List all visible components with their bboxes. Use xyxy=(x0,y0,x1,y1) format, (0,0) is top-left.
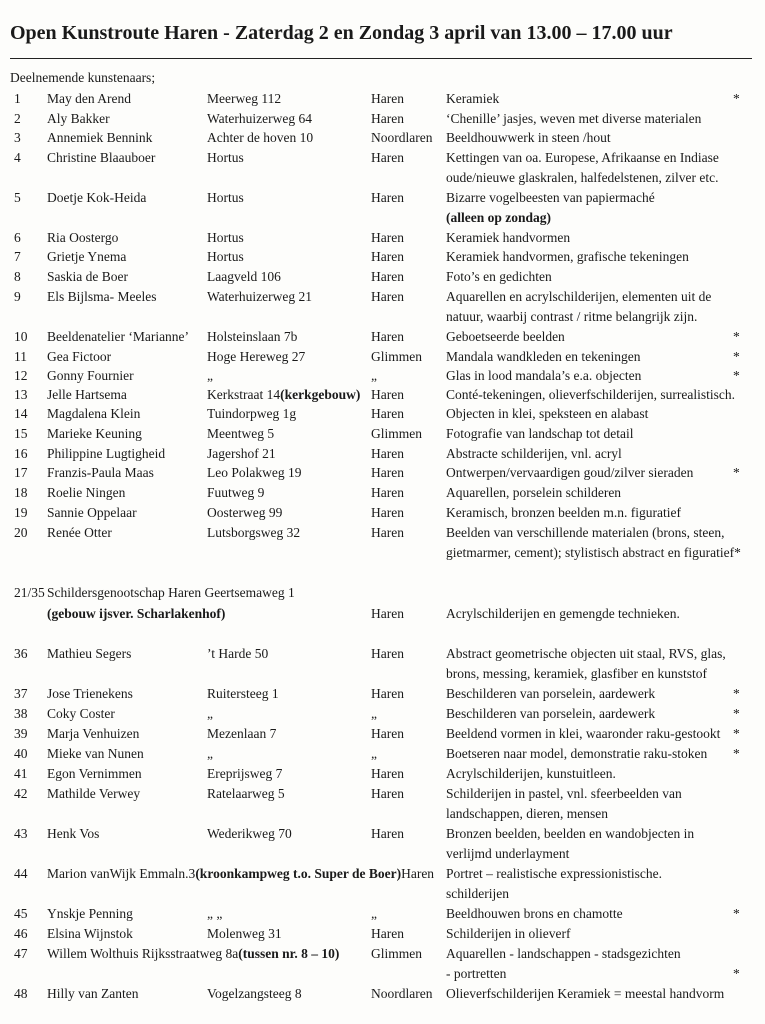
artist-desc-cell: Beeldhouwwerk in steen /hout xyxy=(446,130,611,145)
artist-num-cell: 17 xyxy=(14,465,28,480)
artist-desc-cell: Mandala wandkleden en tekeningen xyxy=(446,349,641,364)
artist-name-cell: (kroonkampweg t.o. Super de Boer) xyxy=(195,866,402,881)
artist-num-cell: 43 xyxy=(14,826,28,841)
artist-name-cell: Renée Otter xyxy=(47,525,112,540)
artist-addr-cell: Ruitersteeg 1 xyxy=(207,686,279,701)
artist-place-cell: Haren xyxy=(371,387,404,402)
artist-desc-cell: Olieverfschilderijen Keramiek = meestal handvorm xyxy=(446,986,725,1001)
artist-addr-cell: Vogelzangsteeg 8 xyxy=(207,986,302,1001)
artist-place-cell: Glimmen xyxy=(371,349,422,364)
artist-num-cell: 40 xyxy=(14,746,28,761)
artist-name-cell: Marion vanWijk Emmaln.3 xyxy=(47,866,196,881)
artist-desc-cell: Aquarellen en acrylschilderijen, elementen uit de xyxy=(446,289,712,304)
artist-name-cell: Annemiek Bennink xyxy=(47,130,153,145)
artist-place-cell: Haren xyxy=(371,111,404,126)
artist-place-cell: Haren xyxy=(371,786,404,801)
artist-desc-cell: schilderijen xyxy=(446,886,509,901)
artist-num-cell: 9 xyxy=(14,289,21,304)
artist-name-cell: Marja Venhuizen xyxy=(47,726,140,741)
artist-name-cell: Marieke Keuning xyxy=(47,426,142,441)
artist-star-cell: * xyxy=(733,686,740,701)
artist-addr-cell: Ereprijsweg 7 xyxy=(207,766,283,781)
artist-desc-cell: - portretten xyxy=(446,966,507,981)
artist-desc-cell: verlijmd underlayment xyxy=(446,846,570,861)
page-title: Open Kunstroute Haren - Zaterdag 2 en Zondag 3 april van 13.00 – 17.00 uur xyxy=(10,22,673,44)
artist-name-cell: Ynskje Penning xyxy=(47,906,133,921)
artist-desc-cell: Beschilderen van porselein, aardewerk xyxy=(446,706,656,721)
artist-place-cell: Haren xyxy=(371,926,404,941)
artist-place-cell: Haren xyxy=(371,726,404,741)
artist-num-cell: 3 xyxy=(14,130,21,145)
artist-addr-cell: Jagershof 21 xyxy=(207,446,276,461)
artist-addr-cell: Waterhuizerweg 21 xyxy=(207,289,312,304)
artist-desc-cell: Aquarellen - landschappen - stadsgezichten xyxy=(446,946,681,961)
artist-num-cell: 10 xyxy=(14,329,28,344)
artist-num-cell: 48 xyxy=(14,986,28,1001)
artist-addr-cell: „ xyxy=(207,368,213,383)
artist-num-cell: 41 xyxy=(14,766,28,781)
artist-num-cell: 15 xyxy=(14,426,28,441)
artist-desc-cell: Portret – realistische expressionistische. xyxy=(446,866,662,881)
artist-name-cell: Philippine Lugtigheid xyxy=(47,446,166,461)
artist-desc-cell: Keramisch, bronzen beelden m.n. figuratief xyxy=(446,505,682,520)
artist-star-cell: * xyxy=(733,726,740,741)
artist-addr-cell: (kerkgebouw) xyxy=(280,387,361,402)
artist-desc-cell: Geboetseerde beelden xyxy=(446,329,565,344)
artist-desc-cell: Keramiek xyxy=(446,91,500,106)
artist-place-cell: „ xyxy=(371,706,377,721)
artist-place-cell: Haren xyxy=(371,686,404,701)
artist-desc-cell: Kettingen van oa. Europese, Afrikaanse en Indiase xyxy=(446,150,719,165)
artist-place-cell: Haren xyxy=(371,485,404,500)
artist-addr-cell: „ xyxy=(207,746,213,761)
artist-place-cell: „ xyxy=(371,906,377,921)
artist-desc-cell: Objecten in klei, speksteen en alabast xyxy=(446,406,649,421)
artist-num-cell: 47 xyxy=(14,946,28,961)
artist-addr-cell: Hortus xyxy=(207,249,244,264)
artist-addr-cell: „ „ xyxy=(207,906,223,921)
artist-desc-cell: gietmarmer, cement); stylistisch abstract en figuratief* xyxy=(446,545,741,560)
artist-addr-cell: Hortus xyxy=(207,230,244,245)
artist-name-cell: Haren xyxy=(401,866,435,881)
artist-desc-cell: Bizarre vogelbeesten van papiermaché xyxy=(446,190,655,205)
artist-num-cell: 20 xyxy=(14,525,28,540)
artist-addr-cell: Oosterweg 99 xyxy=(207,505,283,520)
artist-num-cell: 1 xyxy=(14,91,21,106)
artist-num-cell: 11 xyxy=(14,349,27,364)
artist-desc-cell: oude/nieuwe glaskralen, halfedelstenen, zilver etc. xyxy=(446,170,719,185)
artist-name-cell: May den Arend xyxy=(47,91,131,106)
artist-desc-cell: Beelden van verschillende materialen (brons, steen, xyxy=(446,525,725,540)
artist-name-cell: Egon Vernimmen xyxy=(47,766,142,781)
artist-num-cell: 19 xyxy=(14,505,28,520)
artist-name-cell: Mieke van Nunen xyxy=(47,746,144,761)
artist-num-cell: 6 xyxy=(14,230,21,245)
artist-place-cell: Haren xyxy=(371,606,404,621)
artist-name-cell: Sannie Oppelaar xyxy=(47,505,137,520)
artist-num-cell: 39 xyxy=(14,726,28,741)
artist-addr-cell: Leo Polakweg 19 xyxy=(207,465,302,480)
artist-num-cell: 38 xyxy=(14,706,28,721)
artist-desc-cell: Schilderijen in olieverf xyxy=(446,926,571,941)
artist-place-cell: Glimmen xyxy=(371,946,422,961)
artist-place-cell: Haren xyxy=(371,91,404,106)
artist-num-cell: 8 xyxy=(14,269,21,284)
artist-desc-cell: Abstracte schilderijen, vnl. acryl xyxy=(446,446,622,461)
artist-name-cell: Aly Bakker xyxy=(47,111,110,126)
artist-desc-cell: Beeldend vormen in klei, waaronder raku-gestookt xyxy=(446,726,721,741)
artist-addr-cell: Lutsborgsweg 32 xyxy=(207,525,301,540)
artist-place-cell: Haren xyxy=(371,230,404,245)
artist-place-cell: Haren xyxy=(371,190,404,205)
artist-desc-cell: Conté-tekeningen, olieverfschilderijen, surrealistisch. xyxy=(446,387,736,402)
artist-num-cell: 12 xyxy=(14,368,28,383)
artist-desc-cell: brons, messing, keramiek, glasfiber en kunststof xyxy=(446,666,707,681)
artist-place-cell: Glimmen xyxy=(371,426,422,441)
artist-name-cell: (gebouw ijsver. Scharlakenhof) xyxy=(47,606,226,621)
artist-name-cell: Saskia de Boer xyxy=(47,269,128,284)
artist-num-cell: 46 xyxy=(14,926,28,941)
artist-num-cell: 2 xyxy=(14,111,21,126)
artist-num-cell: 18 xyxy=(14,485,28,500)
artist-addr-cell: Meerweg 112 xyxy=(207,91,282,106)
artist-place-cell: Haren xyxy=(371,465,404,480)
artist-num-cell: 21/35 xyxy=(14,585,45,600)
artist-desc-cell: Acrylschilderijen, kunstuitleen. xyxy=(446,766,616,781)
artist-addr-cell: Waterhuizerweg 64 xyxy=(207,111,312,126)
artist-addr-cell: Kerkstraat 14 xyxy=(207,387,281,402)
artist-desc-cell: Keramiek handvormen xyxy=(446,230,571,245)
artist-name-cell: Elsina Wijnstok xyxy=(47,926,133,941)
artist-desc-cell: Acrylschilderijen en gemengde technieken. xyxy=(446,606,680,621)
artist-name-cell: Coky Coster xyxy=(47,706,115,721)
artist-num-cell: 13 xyxy=(14,387,28,402)
artist-desc-cell: Beschilderen van porselein, aardewerk xyxy=(446,686,656,701)
artist-place-cell: Haren xyxy=(371,766,404,781)
artist-num-cell: 42 xyxy=(14,786,28,801)
artist-place-cell: Haren xyxy=(371,249,404,264)
artist-place-cell: Haren xyxy=(371,826,404,841)
artist-name-cell: Doetje Kok-Heida xyxy=(47,190,147,205)
artist-desc-cell: Glas in lood mandala’s e.a. objecten xyxy=(446,368,642,383)
artist-addr-cell: Molenweg 31 xyxy=(207,926,282,941)
artist-addr-cell: Wederikweg 70 xyxy=(207,826,292,841)
artist-name-cell: (tussen nr. 8 – 10) xyxy=(238,946,340,961)
artist-star-cell: * xyxy=(733,706,740,721)
artist-name-cell: Ria Oostergo xyxy=(47,230,119,245)
artist-desc-cell: Beeldhouwen brons en chamotte xyxy=(446,906,623,921)
artist-place-cell: Haren xyxy=(371,505,404,520)
artist-name-cell: Mathilde Verwey xyxy=(47,786,141,801)
artist-addr-cell: Achter de hoven 10 xyxy=(207,130,314,145)
artist-num-cell: 45 xyxy=(14,906,28,921)
artist-num-cell: 44 xyxy=(14,866,28,881)
artist-desc-cell: Boetseren naar model, demonstratie raku-stoken xyxy=(446,746,708,761)
artist-name-cell: Roelie Ningen xyxy=(47,485,126,500)
artist-name-cell: Henk Vos xyxy=(47,826,100,841)
artist-place-cell: „ xyxy=(371,368,377,383)
artist-name-cell: Willem Wolthuis Rijksstraatweg 8a xyxy=(47,946,239,961)
artist-place-cell: Haren xyxy=(371,329,404,344)
artist-star-cell: * xyxy=(733,966,740,981)
artist-place-cell: Haren xyxy=(371,150,404,165)
artist-place-cell: Noordlaren xyxy=(371,986,433,1001)
artist-name-cell: Beeldenatelier ‘Marianne’ xyxy=(47,329,190,344)
artist-place-cell: Haren xyxy=(371,269,404,284)
artist-name-cell: Grietje Ynema xyxy=(47,249,127,264)
artist-addr-cell: ’t Harde 50 xyxy=(207,646,269,661)
artist-desc-cell: Aquarellen, porselein schilderen xyxy=(446,485,622,500)
artist-desc-cell: Schilderijen in pastel, vnl. sfeerbeelden van xyxy=(446,786,682,801)
artist-star-cell: * xyxy=(733,329,740,344)
artist-name-cell: Jose Trienekens xyxy=(47,686,133,701)
artist-addr-cell: Tuindorpweg 1g xyxy=(207,406,297,421)
artist-star-cell: * xyxy=(733,368,740,383)
artist-addr-cell: Hortus xyxy=(207,190,244,205)
artist-num-cell: 37 xyxy=(14,686,28,701)
artist-name-cell: Els Bijlsma- Meeles xyxy=(47,289,157,304)
artist-name-cell: Gonny Fournier xyxy=(47,368,134,383)
artist-name-cell: Gea Fictoor xyxy=(47,349,112,364)
participants-heading: Deelnemende kunstenaars; xyxy=(10,70,156,85)
artist-num-cell: 16 xyxy=(14,446,28,461)
artist-addr-cell: Holsteinslaan 7b xyxy=(207,329,298,344)
artist-star-cell: * xyxy=(733,91,740,106)
artist-desc-cell: Fotografie van landschap tot detail xyxy=(446,426,634,441)
artist-star-cell: * xyxy=(733,746,740,761)
artist-star-cell: * xyxy=(733,906,740,921)
artist-name-cell: Christine Blaauboer xyxy=(47,150,156,165)
artist-desc-cell: ‘Chenille’ jasjes, weven met diverse materialen xyxy=(446,111,702,126)
artist-desc-cell: Keramiek handvormen, grafische tekeningen xyxy=(446,249,689,264)
artist-place-cell: Haren xyxy=(371,646,404,661)
artist-addr-cell: „ xyxy=(207,706,213,721)
artist-desc-cell: Bronzen beelden, beelden en wandobjecten in xyxy=(446,826,695,841)
artist-desc-cell: natuur, waarbij contrast / ritme belangrijk zijn. xyxy=(446,309,698,324)
artist-num-cell: 36 xyxy=(14,646,28,661)
artist-star-cell: * xyxy=(733,349,740,364)
artist-place-cell: „ xyxy=(371,746,377,761)
artist-name-cell: Mathieu Segers xyxy=(47,646,132,661)
artist-num-cell: 7 xyxy=(14,249,21,264)
artist-name-cell: Schildersgenootschap Haren Geertsemaweg 1 xyxy=(47,585,295,600)
artist-place-cell: Haren xyxy=(371,446,404,461)
artist-desc-cell: Ontwerpen/vervaardigen goud/zilver sieraden xyxy=(446,465,694,480)
artist-place-cell: Noordlaren xyxy=(371,130,433,145)
artist-num-cell: 14 xyxy=(14,406,28,421)
artist-addr-cell: Ratelaarweg 5 xyxy=(207,786,285,801)
artist-addr-cell: Mezenlaan 7 xyxy=(207,726,277,741)
artist-place-cell: Haren xyxy=(371,525,404,540)
artist-place-cell: Haren xyxy=(371,289,404,304)
artist-name-cell: Franzis-Paula Maas xyxy=(47,465,154,480)
artist-place-cell: Haren xyxy=(371,406,404,421)
artist-addr-cell: Fuutweg 9 xyxy=(207,485,265,500)
artist-name-cell: Hilly van Zanten xyxy=(47,986,139,1001)
artist-star-cell: * xyxy=(733,465,740,480)
artist-addr-cell: Hoge Hereweg 27 xyxy=(207,349,306,364)
artist-desc-cell: (alleen op zondag) xyxy=(446,210,552,225)
artist-addr-cell: Hortus xyxy=(207,150,244,165)
artist-addr-cell: Laagveld 106 xyxy=(207,269,281,284)
artist-desc-cell: landschappen, dieren, mensen xyxy=(446,806,608,821)
artist-desc-cell: Abstract geometrische objecten uit staal, RVS, glas, xyxy=(446,646,726,661)
artist-addr-cell: Meentweg 5 xyxy=(207,426,275,441)
artist-num-cell: 5 xyxy=(14,190,21,205)
artist-num-cell: 4 xyxy=(14,150,21,165)
artist-desc-cell: Foto’s en gedichten xyxy=(446,269,552,284)
artist-name-cell: Jelle Hartsema xyxy=(47,387,127,402)
artist-name-cell: Magdalena Klein xyxy=(47,406,141,421)
